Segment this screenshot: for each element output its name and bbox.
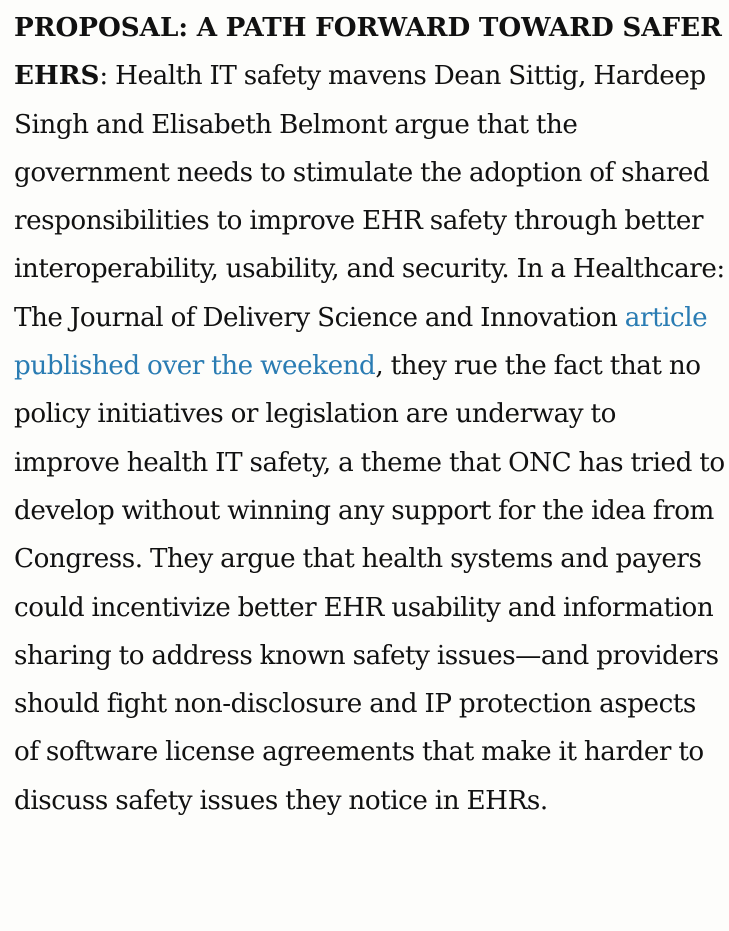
headline: PROPOSAL: A PATH FORWARD TOWARD SAFER EHRS	[14, 12, 722, 92]
article-link[interactable]: article published over the weekend	[14, 302, 708, 382]
body-text-main: , they rue the fact that no policy initiatives or legislation are underway to improve health IT safety, a theme that ONC has tried to develop without winning any support for the idea from Congress. They argue that health systems and payers could incentivize better EHR usability and information sharing to address known safety issues—and providers should fight non-disclosure and IP protection aspects of software license agreements that make it harder to discuss safety issues they notice in EHRs.	[14, 351, 725, 816]
body-text-intro: : Health IT safety mavens Dean Sittig, Hardeep Singh and Elisabeth Belmont argue that the government needs to stimulate the adoption of shared responsibilities to improve EHR safety through better interoperability, usability, and security. In a Healthcare: The Journal of Delivery Science and Innovation	[14, 61, 725, 333]
article-paragraph	[14, 4, 726, 825]
